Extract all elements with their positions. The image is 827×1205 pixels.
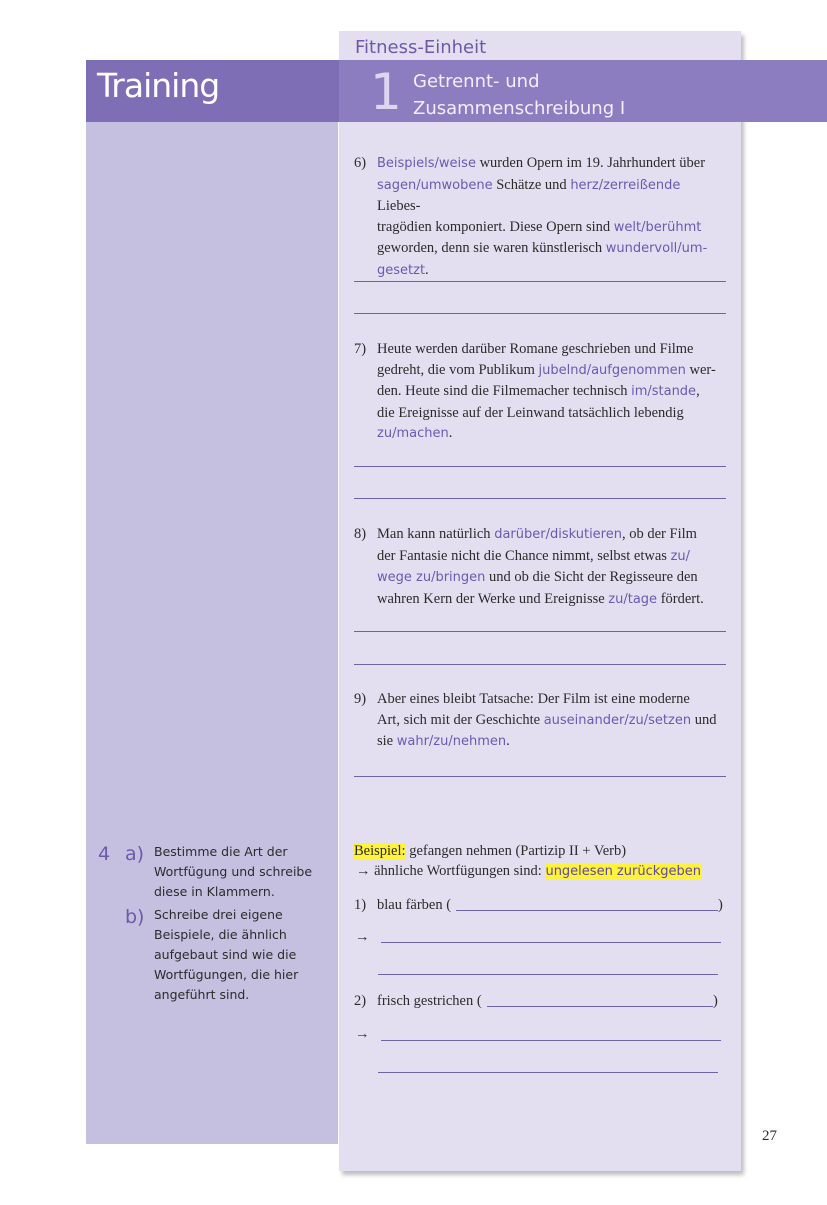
text: Schätze und: [492, 176, 571, 193]
highlight-word: gesetzt: [377, 262, 426, 278]
page-number: 27: [762, 1128, 777, 1144]
task-b-instruction: [154, 905, 334, 1005]
highlight-word: darüber/diskutieren: [494, 527, 622, 542]
highlight-word: wahr/zu/nehmen: [396, 734, 507, 749]
unit-title-line-2: Zusammenschreibung I: [413, 98, 626, 119]
exercise-9: [354, 689, 726, 753]
text: Man kann natürlich: [377, 526, 495, 542]
item-1-text: blau färben (: [377, 897, 452, 913]
section-title: Training: [97, 66, 220, 105]
exercise-number: 7): [354, 341, 367, 357]
highlight-word: zu/: [670, 548, 691, 564]
answer-line[interactable]: [354, 466, 726, 467]
text: gedreht, die vom Publikum: [377, 361, 539, 378]
highlight-word: welt/berühmt: [613, 219, 702, 235]
answer-line[interactable]: [354, 776, 726, 777]
answer-line[interactable]: [354, 281, 726, 282]
similar-prefix: → ähnliche Wortfügungen sind:: [356, 863, 546, 879]
example-label: Beispiel:: [354, 843, 406, 859]
instruction-line: Beispiele, die ähnlich: [154, 927, 287, 942]
exercise-8: [354, 524, 726, 610]
text: Heute werden darüber Romane geschrieben und Filme: [377, 341, 694, 357]
answer-line[interactable]: [354, 664, 726, 665]
text: .: [506, 733, 510, 749]
answer-line[interactable]: [354, 631, 726, 632]
text: Liebes-: [377, 198, 421, 214]
text: die Ereignisse auf der Leinwand tatsächlich lebendig: [377, 404, 684, 421]
arrow: →: [355, 929, 370, 945]
answer-line[interactable]: [354, 498, 726, 499]
text: der Fantasie nicht die Chance nimmt, selbst etwas: [377, 547, 671, 564]
highlight-word: herz/zerreißende: [570, 177, 681, 193]
item-2-text: frisch gestrichen (: [377, 993, 482, 1009]
close-paren: ): [713, 993, 718, 1009]
fitness-label: Fitness-Einheit: [355, 37, 487, 58]
text: geworden, denn sie waren künstlerisch: [377, 240, 606, 256]
exercise-6: [354, 153, 726, 281]
task-number: 4: [98, 843, 111, 865]
highlight-word: zu/machen: [377, 426, 449, 441]
task-a-instruction: [154, 842, 334, 902]
example-line: [354, 841, 626, 861]
exercise-number: 9): [354, 691, 367, 707]
unit-number: 1: [370, 63, 402, 121]
text: den. Heute sind die Filmemacher technisch: [377, 383, 632, 399]
highlight-word: Beispiels/weise: [377, 156, 476, 171]
text: Aber eines bleibt Tatsache: Der Film ist eine moderne: [377, 691, 690, 707]
instruction-line: angeführt sind.: [154, 987, 250, 1002]
highlight-word: auseinander/zu/setzen: [543, 712, 692, 728]
text: wahren Kern der Werke und Ereignisse: [377, 590, 609, 607]
unit-title: [413, 68, 625, 122]
text: tragödien komponiert. Diese Opern sind: [377, 218, 614, 235]
example-text: gefangen nehmen (Partizip II + Verb): [405, 843, 627, 859]
unit-title-line-1: Getrennt- und: [413, 71, 540, 92]
highlight-word: jubelnd/aufgenommen: [538, 362, 686, 378]
answer-line[interactable]: [378, 1072, 718, 1073]
highlight-word: wundervoll/um-: [605, 241, 708, 256]
similar-line: [356, 861, 701, 882]
instruction-line: Schreibe drei eigene: [154, 907, 283, 922]
text: wurden Opern im 19. Jahrhundert über: [475, 155, 706, 171]
text: und: [691, 711, 717, 728]
highlight-word: im/stande: [631, 384, 697, 399]
text: wer-: [685, 361, 716, 378]
similar-answer: ungelesen zurückgeben: [545, 864, 701, 879]
task-letter-a: a): [125, 843, 145, 865]
text: und ob die Sicht der Regisseure den: [485, 569, 698, 585]
classification-blank[interactable]: [456, 910, 718, 911]
item-1-number: 1): [354, 897, 367, 913]
answer-line[interactable]: [381, 942, 721, 943]
instruction-line: aufgebaut sind wie die: [154, 947, 297, 962]
text: .: [425, 261, 429, 278]
instruction-line: diese in Klammern.: [154, 884, 275, 899]
task-letter-b: b): [125, 906, 145, 928]
classification-blank[interactable]: [487, 1006, 713, 1007]
highlight-word: zu/tage: [608, 591, 658, 607]
exercise-number: 6): [354, 155, 367, 171]
arrow: →: [355, 1026, 370, 1042]
instruction-line: Bestimme die Art der: [154, 844, 288, 859]
highlight-word: wege zu/bringen: [377, 570, 486, 585]
text: sie: [377, 733, 397, 749]
exercise-number: 8): [354, 526, 367, 542]
item-2-number: 2): [354, 993, 367, 1009]
highlight-word: sagen/umwobene: [377, 177, 493, 193]
text: fördert.: [657, 590, 704, 607]
text: ,: [696, 383, 700, 399]
instruction-line: Wortfügungen, die hier: [154, 967, 299, 982]
text: .: [448, 425, 453, 441]
text: , ob der Film: [621, 526, 697, 542]
exercise-7: [354, 339, 726, 445]
answer-line[interactable]: [378, 974, 718, 975]
close-paren: ): [718, 897, 723, 913]
text: Art, sich mit der Geschichte: [377, 711, 544, 728]
instruction-line: Wortfügung und schreibe: [154, 864, 313, 879]
answer-line[interactable]: [381, 1040, 721, 1041]
answer-line[interactable]: [354, 313, 726, 314]
